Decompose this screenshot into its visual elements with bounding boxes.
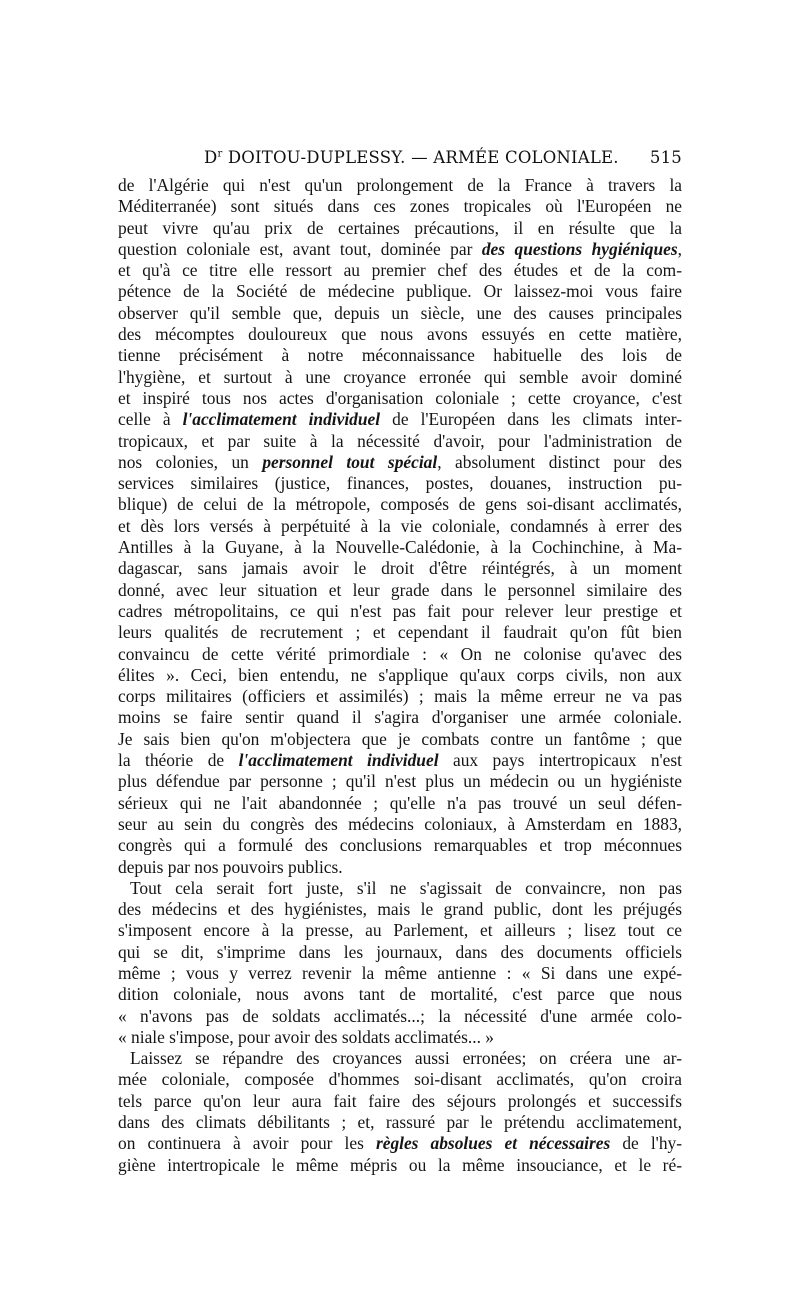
emphasized-text: l'acclimatement individuel bbox=[238, 750, 439, 771]
text-line bbox=[118, 1027, 682, 1048]
text-segment: congrès qui a formulé des conclusions remarquables et trop méconnues bbox=[118, 835, 682, 856]
text-line bbox=[118, 324, 682, 345]
text-line bbox=[118, 857, 682, 878]
text-line bbox=[118, 707, 682, 728]
text-line bbox=[118, 601, 682, 622]
text-line bbox=[118, 984, 682, 1005]
text-line bbox=[118, 175, 682, 196]
text-segment: observer qu'il semble que, depuis un siècle, une des causes principales bbox=[118, 302, 682, 323]
text-segment: peut vivre qu'au prix de certaines précautions, il en résulte que la bbox=[118, 217, 682, 238]
text-segment: s'imposent encore à la presse, au Parlement, et ailleurs ; lisez tout ce bbox=[118, 920, 682, 941]
text-line bbox=[118, 1069, 682, 1090]
text-line bbox=[118, 239, 682, 260]
text-line bbox=[118, 537, 682, 558]
text-segment: , bbox=[677, 238, 682, 259]
text-segment: Méditerranée) sont situés dans ces zones tropicales où l'Européen ne bbox=[118, 196, 682, 217]
text-line bbox=[118, 729, 682, 750]
text-line bbox=[118, 920, 682, 941]
text-line bbox=[118, 665, 682, 686]
text-line bbox=[118, 218, 682, 239]
text-segment: sérieux qui ne l'ait abandonnée ; qu'elle n'a pas trouvé un seul défen- bbox=[118, 792, 682, 813]
text-line bbox=[118, 878, 682, 899]
text-segment: seur au sein du congrès des médecins coloniaux, à Amsterdam en 1883, bbox=[118, 813, 682, 834]
text-line bbox=[118, 388, 682, 409]
text-segment: de l'Européen dans les climats inter- bbox=[380, 409, 683, 430]
text-segment: question coloniale est, avant tout, dominée par bbox=[118, 238, 482, 259]
text-segment: nos colonies, un bbox=[118, 451, 263, 472]
text-line bbox=[118, 1048, 682, 1069]
text-segment: et qu'à ce titre elle ressort au premier chef des études et de la com- bbox=[118, 260, 682, 281]
text-segment: convaincu de cette vérité primordiale : « On ne colonise qu'avec des bbox=[118, 643, 682, 664]
text-segment: Tout cela serait fort juste, s'il ne s'agissait de convaincre, non pas bbox=[130, 877, 682, 898]
text-segment: et dès lors versés à perpétuité à la vie coloniale, condamnés à errer des bbox=[118, 515, 682, 536]
text-line bbox=[118, 196, 682, 217]
text-line bbox=[118, 281, 682, 302]
text-line bbox=[118, 750, 682, 771]
emphasized-text: l'acclimatement individuel bbox=[182, 409, 381, 430]
text-segment: élites ». Ceci, bien entendu, ne s'applique qu'aux corps civils, non aux bbox=[118, 664, 682, 685]
text-segment: l'hygiène, et surtout à une croyance erronée qui semble avoir dominé bbox=[118, 366, 682, 387]
text-segment: blique) de celui de la métropole, composés de gens soi-disant acclimatés, bbox=[118, 494, 682, 515]
text-line bbox=[118, 644, 682, 665]
text-segment: services similaires (justice, finances, postes, douanes, instruction pu- bbox=[118, 473, 682, 494]
emphasized-text: règles absolues et nécessaires bbox=[375, 1133, 611, 1154]
text-segment: giène intertropicale le même mépris ou la même insouciance, et le ré- bbox=[118, 1154, 682, 1175]
text-line bbox=[118, 942, 682, 963]
text-line bbox=[118, 473, 682, 494]
text-line bbox=[118, 303, 682, 324]
text-segment: tropicaux, et par suite à la nécessité d'avoir, pour l'administration de bbox=[118, 430, 682, 451]
running-title: $D^r$ DOITOU-DUPLESSY. — ARMÉE COLONIALE. bbox=[204, 148, 619, 167]
text-line bbox=[118, 793, 682, 814]
text-line bbox=[118, 452, 682, 473]
text-line bbox=[118, 367, 682, 388]
text-segment: plus défendue par personne ; qu'il n'est plus un médecin ou un hygiéniste bbox=[118, 771, 682, 792]
text-segment: qui se dit, s'imprime dans les journaux, dans des documents officiels bbox=[118, 941, 682, 962]
text-segment: Je sais bien qu'on m'objectera que je combats contre un fantôme ; que bbox=[118, 728, 682, 749]
text-segment: de l'hy- bbox=[610, 1133, 682, 1154]
emphasized-text: des questions hygiéniques bbox=[481, 238, 678, 259]
text-line bbox=[118, 260, 682, 281]
text-segment: moins se faire sentir quand il s'agira d'organiser une armée coloniale. bbox=[118, 707, 682, 728]
text-line bbox=[118, 1112, 682, 1133]
text-segment: Laissez se répandre des croyances aussi erronées; on créera une ar- bbox=[130, 1048, 682, 1069]
text-line bbox=[118, 1091, 682, 1112]
text-line bbox=[118, 409, 682, 430]
text-segment: leurs qualités de recrutement ; et cependant il faudrait qu'on fût bien bbox=[118, 622, 682, 643]
text-segment: « niale s'impose, pour avoir des soldats acclimatés... » bbox=[118, 1026, 494, 1047]
emphasized-text: personnel tout spécial bbox=[262, 451, 438, 472]
text-segment: Antilles à la Guyane, à la Nouvelle-Calédonie, à la Cochinchine, à Ma- bbox=[118, 537, 682, 558]
text-segment: dagascar, sans jamais avoir le droit d'être réintégrés, à un moment bbox=[118, 558, 682, 579]
text-segment: depuis par nos pouvoirs publics. bbox=[118, 856, 343, 877]
text-segment: cadres métropolitains, ce qui n'est pas fait pour relever leur prestige et bbox=[118, 600, 682, 621]
text-segment: des médecins et des hygiénistes, mais le grand public, dont les préjugés bbox=[118, 899, 682, 920]
text-segment: celle à bbox=[118, 409, 183, 430]
text-line bbox=[118, 558, 682, 579]
text-segment: même ; vous y verrez revenir la même antienne : « Si dans une expé- bbox=[118, 962, 682, 983]
text-line bbox=[118, 963, 682, 984]
text-segment: « n'avons pas de soldats acclimatés...; la nécessité d'une armée colo- bbox=[118, 1005, 682, 1026]
text-line bbox=[118, 835, 682, 856]
text-line bbox=[118, 431, 682, 452]
text-segment: la théorie de bbox=[118, 750, 239, 771]
text-segment: corps militaires (officiers et assimilés) ; mais la même erreur ne va pas bbox=[118, 686, 682, 707]
text-line bbox=[118, 1155, 682, 1176]
text-segment: des mécomptes douloureux que nous avons essuyés en cette matière, bbox=[118, 324, 682, 345]
text-segment: dans des climats débilitants ; et, rassuré par le prétendu acclimatement, bbox=[118, 1112, 682, 1133]
text-line bbox=[118, 345, 682, 366]
page-number: 515 bbox=[649, 148, 682, 167]
text-segment: pétence de la Société de médecine publique. Or laissez-moi vous faire bbox=[118, 281, 682, 302]
text-segment: , absolument distinct pour des bbox=[437, 451, 682, 472]
text-segment: tienne précisément à notre méconnaissance habituelle des lois de bbox=[118, 345, 682, 366]
text-line bbox=[118, 899, 682, 920]
text-line bbox=[118, 1006, 682, 1027]
running-header bbox=[118, 148, 682, 172]
text-line bbox=[118, 686, 682, 707]
text-segment: dition coloniale, nous avons tant de mortalité, c'est parce que nous bbox=[118, 984, 682, 1005]
text-segment: aux pays intertropicaux n'est bbox=[438, 750, 682, 771]
text-line bbox=[118, 814, 682, 835]
text-segment: tels parce qu'on leur aura fait faire des séjours prolongés et successifs bbox=[118, 1090, 682, 1111]
text-line bbox=[118, 516, 682, 537]
body-text bbox=[118, 175, 682, 1176]
text-segment: de l'Algérie qui n'est qu'un prolongement de la France à travers la bbox=[118, 175, 682, 195]
text-segment: donné, avec leur situation et leur grade dans le personnel similaire des bbox=[118, 579, 682, 600]
text-line bbox=[118, 1133, 682, 1154]
text-segment: on continuera à avoir pour les bbox=[118, 1133, 376, 1154]
text-line bbox=[118, 622, 682, 643]
text-line bbox=[118, 771, 682, 792]
text-segment: mée coloniale, composée d'hommes soi-disant acclimatés, qu'on croira bbox=[118, 1069, 682, 1090]
text-line bbox=[118, 580, 682, 601]
text-segment: et inspiré tous nos actes d'organisation coloniale ; cette croyance, c'est bbox=[118, 387, 682, 408]
text-line bbox=[118, 494, 682, 515]
